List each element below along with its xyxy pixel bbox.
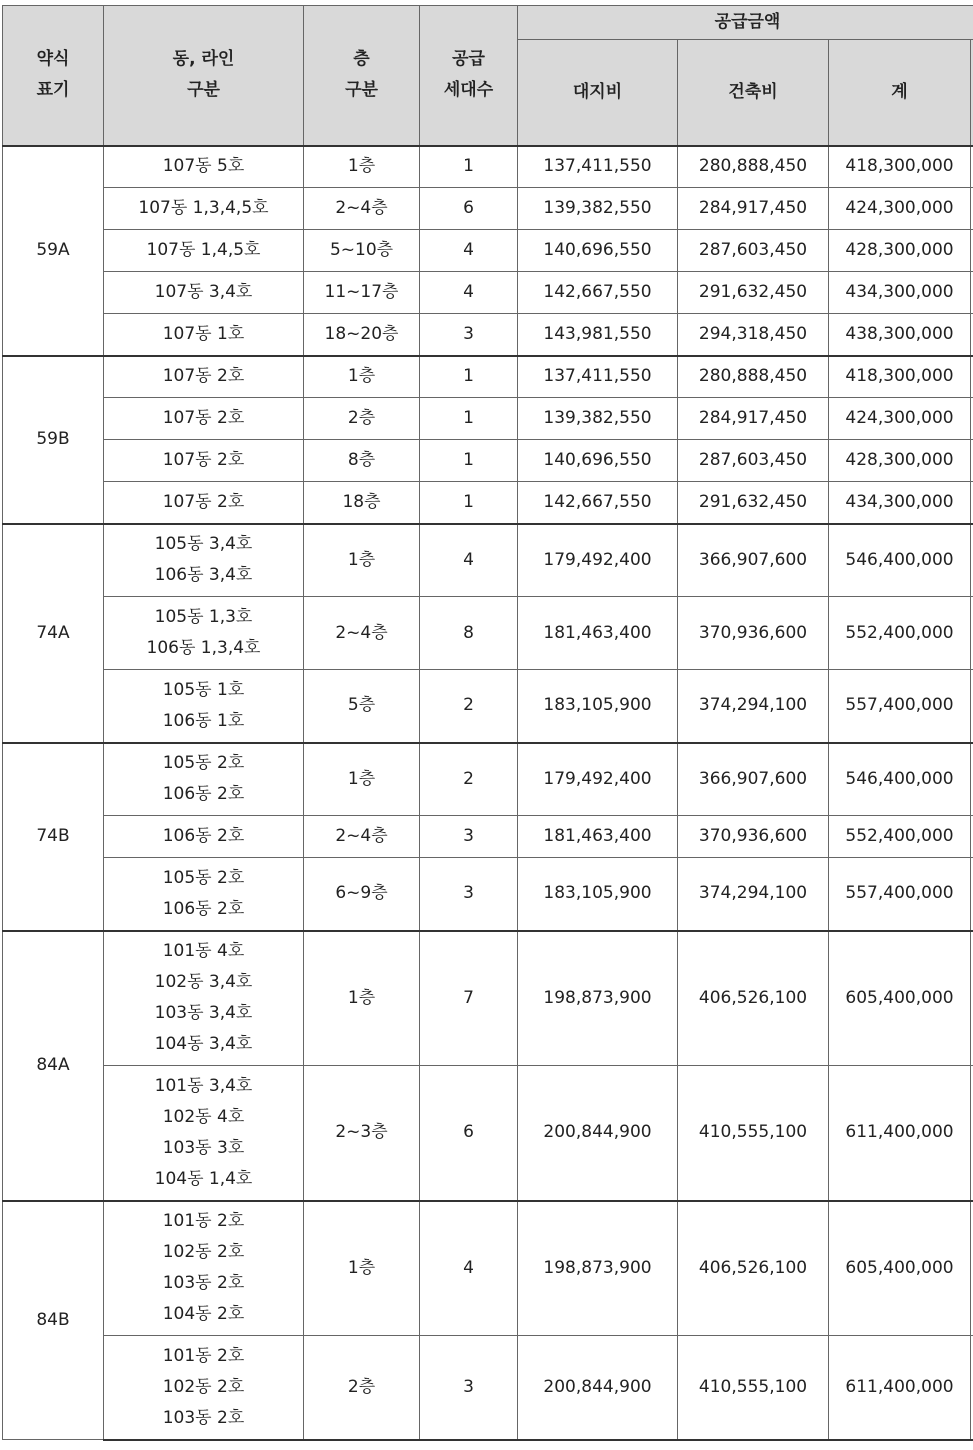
line-text: 106동 2호 bbox=[162, 826, 245, 846]
building-price-cell: 280,888,450 bbox=[678, 356, 829, 398]
table-row bbox=[3, 524, 973, 597]
floor-cell: 2~4층 bbox=[304, 597, 420, 670]
building-price-cell: 366,907,600 bbox=[678, 743, 829, 816]
table-row bbox=[3, 858, 973, 931]
header-units: 공급 세대수 bbox=[420, 6, 518, 146]
line-text: 102동 4호 bbox=[162, 1106, 245, 1127]
line-text: 105동 3,4호 bbox=[154, 534, 253, 555]
type-cell: 84B bbox=[3, 1201, 104, 1440]
line-text: 107동 2호 bbox=[162, 366, 245, 387]
building-price-cell: 284,917,450 bbox=[678, 398, 829, 440]
units-cell: 3 bbox=[420, 314, 518, 356]
building-price-cell: 410,555,100 bbox=[678, 1066, 829, 1201]
line-text: 107동 2호 bbox=[162, 491, 245, 512]
floor-cell: 2~3층 bbox=[304, 1066, 420, 1201]
line-text: 105동 1호 bbox=[162, 679, 245, 700]
line-cell bbox=[104, 398, 304, 440]
total-price-cell: 428,300,000 bbox=[829, 440, 971, 482]
total-price-cell: 546,400,000 bbox=[829, 743, 971, 816]
land-price-cell: 198,873,900 bbox=[518, 931, 678, 1066]
units-cell: 4 bbox=[420, 272, 518, 314]
units-cell: 1 bbox=[420, 146, 518, 188]
units-cell: 2 bbox=[420, 743, 518, 816]
line-text: 101동 4호 bbox=[162, 941, 245, 962]
line-text: 103동 2호 bbox=[162, 1407, 245, 1428]
units-cell: 4 bbox=[420, 1201, 518, 1336]
building-price-cell: 294,318,450 bbox=[678, 314, 829, 356]
total-price-cell: 434,300,000 bbox=[829, 482, 971, 524]
line-cell bbox=[104, 524, 304, 597]
type-cell: 84A bbox=[3, 931, 104, 1201]
line-text: 102동 3,4호 bbox=[154, 972, 253, 993]
units-cell: 3 bbox=[420, 1336, 518, 1440]
line-cell bbox=[104, 482, 304, 524]
land-price-cell: 179,492,400 bbox=[518, 524, 678, 597]
table-row bbox=[3, 440, 973, 482]
line-text: 107동 2호 bbox=[162, 450, 245, 470]
units-cell: 7 bbox=[420, 931, 518, 1066]
line-cell bbox=[104, 230, 304, 272]
table-row bbox=[3, 816, 973, 858]
units-cell: 4 bbox=[420, 524, 518, 597]
line-text: 107동 3,4호 bbox=[154, 282, 253, 302]
floor-cell: 5~10층 bbox=[304, 230, 420, 272]
line-text: 103동 3,4호 bbox=[154, 1003, 253, 1024]
floor-cell: 1층 bbox=[304, 743, 420, 816]
total-price-cell: 557,400,000 bbox=[829, 670, 971, 743]
building-price-cell: 406,526,100 bbox=[678, 1201, 829, 1336]
floor-cell: 1층 bbox=[304, 931, 420, 1066]
land-price-cell: 137,411,550 bbox=[518, 356, 678, 398]
table-row bbox=[3, 146, 973, 188]
header-building: 건축비 bbox=[678, 40, 829, 146]
land-price-cell: 140,696,550 bbox=[518, 230, 678, 272]
line-text: 103동 2호 bbox=[162, 1273, 245, 1294]
total-price-cell: 418,300,000 bbox=[829, 356, 971, 398]
line-text: 104동 1,4호 bbox=[154, 1168, 253, 1189]
land-price-cell: 142,667,550 bbox=[518, 272, 678, 314]
land-price-cell: 200,844,900 bbox=[518, 1066, 678, 1201]
units-cell: 3 bbox=[420, 816, 518, 858]
line-cell bbox=[104, 816, 304, 858]
land-price-cell: 198,873,900 bbox=[518, 1201, 678, 1336]
table-row bbox=[3, 188, 973, 230]
building-price-cell: 374,294,100 bbox=[678, 670, 829, 743]
building-price-cell: 370,936,600 bbox=[678, 816, 829, 858]
land-price-cell: 181,463,400 bbox=[518, 597, 678, 670]
units-cell: 4 bbox=[420, 230, 518, 272]
land-price-cell: 200,844,900 bbox=[518, 1336, 678, 1440]
floor-cell: 2~4층 bbox=[304, 816, 420, 858]
header-price-group: 공급금액 bbox=[518, 6, 973, 40]
total-price-cell: 424,300,000 bbox=[829, 188, 971, 230]
line-text: 107동 1,3,4,5호 bbox=[138, 198, 269, 218]
line-cell bbox=[104, 1201, 304, 1336]
total-price-cell: 605,400,000 bbox=[829, 931, 971, 1066]
total-price-cell: 605,400,000 bbox=[829, 1201, 971, 1336]
line-cell bbox=[104, 670, 304, 743]
type-cell: 74A bbox=[3, 524, 104, 743]
land-price-cell: 183,105,900 bbox=[518, 858, 678, 931]
line-text: 105동 2호 bbox=[162, 867, 245, 888]
table-row bbox=[3, 931, 973, 1066]
units-cell: 1 bbox=[420, 482, 518, 524]
building-price-cell: 287,603,450 bbox=[678, 440, 829, 482]
units-cell: 2 bbox=[420, 670, 518, 743]
header-land: 대지비 bbox=[518, 40, 678, 146]
land-price-cell: 183,105,900 bbox=[518, 670, 678, 743]
line-cell bbox=[104, 1066, 304, 1201]
units-cell: 1 bbox=[420, 440, 518, 482]
type-cell: 74B bbox=[3, 743, 104, 931]
land-price-cell: 142,667,550 bbox=[518, 482, 678, 524]
line-text: 106동 2호 bbox=[162, 898, 245, 919]
units-cell: 1 bbox=[420, 398, 518, 440]
total-price-cell: 552,400,000 bbox=[829, 816, 971, 858]
land-price-cell: 181,463,400 bbox=[518, 816, 678, 858]
land-price-cell: 139,382,550 bbox=[518, 188, 678, 230]
building-price-cell: 280,888,450 bbox=[678, 146, 829, 188]
total-price-cell: 557,400,000 bbox=[829, 858, 971, 931]
supply-price-table bbox=[2, 5, 973, 1441]
line-cell bbox=[104, 188, 304, 230]
building-price-cell: 287,603,450 bbox=[678, 230, 829, 272]
units-cell: 6 bbox=[420, 1066, 518, 1201]
building-price-cell: 374,294,100 bbox=[678, 858, 829, 931]
type-cell: 59A bbox=[3, 146, 104, 356]
line-text: 102동 2호 bbox=[162, 1242, 245, 1263]
line-text: 106동 2호 bbox=[162, 784, 245, 805]
line-text: 107동 1호 bbox=[162, 323, 245, 344]
floor-cell: 1층 bbox=[304, 146, 420, 188]
header-floor: 층 구분 bbox=[304, 6, 420, 146]
line-text: 101동 3,4호 bbox=[154, 1075, 253, 1096]
land-price-cell: 143,981,550 bbox=[518, 314, 678, 356]
units-cell: 6 bbox=[420, 188, 518, 230]
line-cell bbox=[104, 146, 304, 188]
floor-cell: 8층 bbox=[304, 440, 420, 482]
total-price-cell: 546,400,000 bbox=[829, 524, 971, 597]
line-cell bbox=[104, 314, 304, 356]
total-price-cell: 438,300,000 bbox=[829, 314, 971, 356]
building-price-cell: 406,526,100 bbox=[678, 931, 829, 1066]
table-row bbox=[3, 670, 973, 743]
floor-cell: 6~9층 bbox=[304, 858, 420, 931]
table-row bbox=[3, 482, 973, 524]
land-price-cell: 137,411,550 bbox=[518, 146, 678, 188]
line-text: 103동 3호 bbox=[162, 1137, 245, 1158]
building-price-cell: 291,632,450 bbox=[678, 272, 829, 314]
land-price-cell: 139,382,550 bbox=[518, 398, 678, 440]
table-row bbox=[3, 272, 973, 314]
floor-cell: 1층 bbox=[304, 524, 420, 597]
floor-cell: 1층 bbox=[304, 1201, 420, 1336]
units-cell: 8 bbox=[420, 597, 518, 670]
units-cell: 1 bbox=[420, 356, 518, 398]
line-cell bbox=[104, 1336, 304, 1440]
line-cell bbox=[104, 597, 304, 670]
line-text: 106동 3,4호 bbox=[154, 565, 253, 586]
table-row bbox=[3, 356, 973, 398]
line-cell bbox=[104, 743, 304, 816]
line-text: 107동 2호 bbox=[162, 408, 245, 428]
units-cell: 3 bbox=[420, 858, 518, 931]
building-price-cell: 410,555,100 bbox=[678, 1336, 829, 1440]
line-cell bbox=[104, 440, 304, 482]
line-cell bbox=[104, 858, 304, 931]
total-price-cell: 428,300,000 bbox=[829, 230, 971, 272]
total-price-cell: 611,400,000 bbox=[829, 1336, 971, 1440]
table-row bbox=[3, 1201, 973, 1336]
line-text: 106동 1호 bbox=[162, 710, 245, 731]
floor-cell: 5층 bbox=[304, 670, 420, 743]
type-cell: 59B bbox=[3, 356, 104, 524]
header-line: 동, 라인 구분 bbox=[104, 6, 304, 146]
floor-cell: 1층 bbox=[304, 356, 420, 398]
building-price-cell: 370,936,600 bbox=[678, 597, 829, 670]
total-price-cell: 434,300,000 bbox=[829, 272, 971, 314]
line-text: 107동 1,4,5호 bbox=[146, 240, 261, 260]
floor-cell: 2~4층 bbox=[304, 188, 420, 230]
line-text: 106동 1,3,4호 bbox=[146, 638, 261, 658]
line-text: 101동 2호 bbox=[162, 1345, 245, 1366]
line-cell bbox=[104, 356, 304, 398]
floor-cell: 2층 bbox=[304, 1336, 420, 1440]
table-body bbox=[3, 146, 973, 1440]
table-row bbox=[3, 230, 973, 272]
table-row bbox=[3, 314, 973, 356]
building-price-cell: 366,907,600 bbox=[678, 524, 829, 597]
total-price-cell: 552,400,000 bbox=[829, 597, 971, 670]
line-cell bbox=[104, 272, 304, 314]
line-text: 104동 2호 bbox=[162, 1304, 245, 1325]
land-price-cell: 140,696,550 bbox=[518, 440, 678, 482]
floor-cell: 11~17층 bbox=[304, 272, 420, 314]
line-text: 105동 2호 bbox=[162, 753, 245, 774]
floor-cell: 18~20층 bbox=[304, 314, 420, 356]
line-text: 102동 2호 bbox=[162, 1376, 245, 1397]
floor-cell: 18층 bbox=[304, 482, 420, 524]
table-row bbox=[3, 743, 973, 816]
table-row bbox=[3, 1336, 973, 1440]
line-text: 107동 5호 bbox=[162, 156, 245, 177]
line-text: 101동 2호 bbox=[162, 1211, 245, 1232]
table-row bbox=[3, 1066, 973, 1201]
line-text: 104동 3,4호 bbox=[154, 1034, 253, 1055]
line-text: 105동 1,3호 bbox=[154, 607, 253, 627]
table-row bbox=[3, 597, 973, 670]
building-price-cell: 291,632,450 bbox=[678, 482, 829, 524]
total-price-cell: 418,300,000 bbox=[829, 146, 971, 188]
land-price-cell: 179,492,400 bbox=[518, 743, 678, 816]
total-price-cell: 424,300,000 bbox=[829, 398, 971, 440]
floor-cell: 2층 bbox=[304, 398, 420, 440]
total-price-cell: 611,400,000 bbox=[829, 1066, 971, 1201]
header-type: 약식 표기 bbox=[3, 6, 104, 146]
table-row bbox=[3, 398, 973, 440]
header-total: 계 bbox=[829, 40, 971, 146]
line-cell bbox=[104, 931, 304, 1066]
building-price-cell: 284,917,450 bbox=[678, 188, 829, 230]
